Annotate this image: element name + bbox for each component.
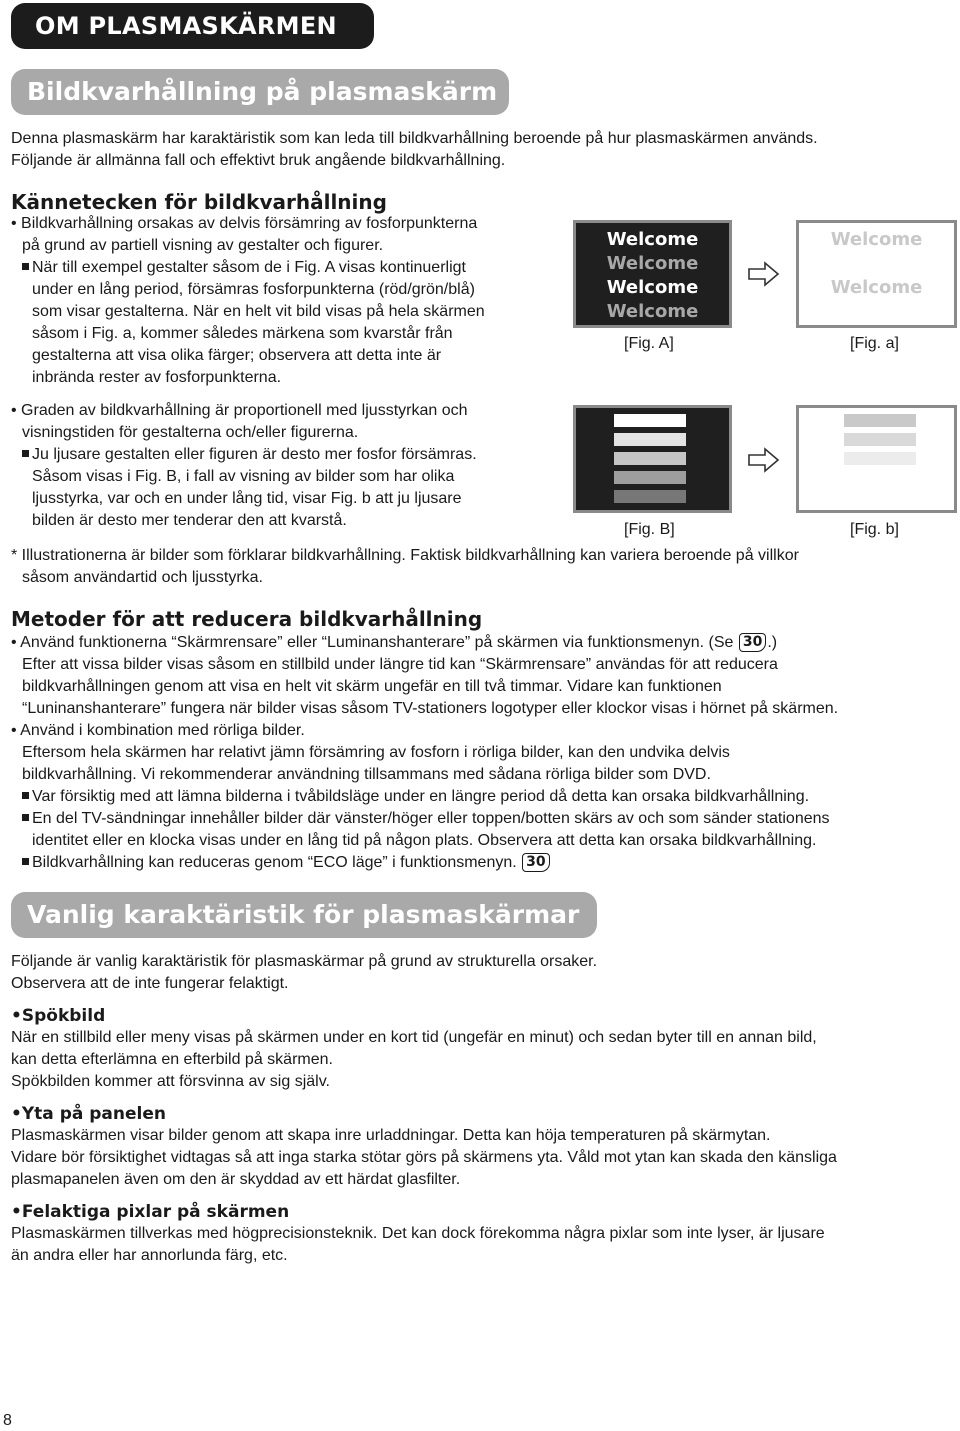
square-bullet-text: Bildkvarhållning kan reduceras genom “ECO läge” i funktionsmenyn. 30 (11, 852, 838, 874)
bullet-text: gestalterna att visa olika färger; observera att detta inte är (32, 347, 442, 364)
hollow-arrow-icon (747, 260, 781, 288)
bullet-text: Såsom visas i Fig. B, i fall av visning av bilder som har olika (32, 468, 455, 485)
section-title-characteristics: Vanlig karaktäristik för plasmaskärmar (11, 892, 597, 938)
figure-b-lower-caption: [Fig. b] (850, 521, 899, 538)
method-line: identitet eller en klocka visas under en lång tid på någon plats. Observera att detta kan orsaka bildkvarhållning. (32, 832, 817, 849)
bullet-text: visningstiden för gestalterna och/eller figurerna. (22, 424, 359, 441)
intro-line: Följande är allmänna fall och effektivt bruk angående bildkvarhållning. (11, 152, 506, 169)
figure-b-caption: [Fig. B] (624, 521, 675, 538)
intro-line: Observera att de inte fungerar felaktigt. (11, 975, 289, 992)
figure-a-lower-caption: [Fig. a] (850, 335, 899, 352)
page-reference-icon: 30 (739, 633, 766, 652)
brightness-bar (614, 414, 686, 427)
figure-a-lower-screen (796, 220, 957, 328)
bullet-text: ljusstyrka, var och en under lång tid, visar Fig. b att ju ljusare (32, 490, 462, 507)
item-heading: •Yta på panelen (11, 1104, 166, 1124)
method-line: bildkvarhållning. Vi rekommenderar användning tillsammans med sådana rörliga bilder som DVD. (22, 766, 711, 783)
defective-pixels-item (11, 1201, 825, 1267)
item-heading: •Spökbild (11, 1006, 106, 1026)
figure-a-caption: [Fig. A] (624, 335, 674, 352)
ghost-bar (844, 433, 916, 446)
method-line: Efter att vissa bilder visas såsom en stillbild under längre tid kan “Skärmrensare” användas för att reducera (22, 656, 778, 673)
item-line: När en stillbild eller meny visas på skärmen under en kort tid (ungefär en minut) och sedan byter till en annan bild, (11, 1029, 817, 1046)
item-line: kan detta efterlämna en efterbild på skärmen. (11, 1051, 333, 1068)
square-bullet-text: En del TV-sändningar innehåller bilder där vänster/höger eller toppen/botten skärs av och som sänder stationens (11, 808, 838, 830)
note-line: såsom användartid och ljusstyrka. (22, 569, 263, 586)
figure-b-screen (573, 405, 732, 513)
figure-a-screen (573, 220, 732, 328)
characteristics-text (11, 213, 485, 389)
note-line: * Illustrationerna är bilder som förklarar bildkvarhållning. Faktisk bildkvarhållning kan variera beroende på villkor (11, 547, 799, 564)
welcome-text: Welcome (606, 229, 699, 250)
method-line: “Luninanshanterare” fungera när bilder visas såsom TV-stationers logotyper eller klockor visas i hörnet på skärmen. (22, 700, 839, 717)
section1-intro (11, 128, 818, 172)
heading-characteristics: Kännetecken för bildkvarhållning (11, 190, 387, 214)
bullet-text: bilden är desto mer tenderar den att kvarstå. (32, 512, 347, 529)
page-reference-icon: 30 (522, 853, 549, 872)
bullet-text: • Graden av bildkvarhållning är proportionell med ljusstyrkan och (11, 402, 468, 419)
bullet-text: • Bildkvarhållning orsakas av delvis försämring av fosforpunkterna (11, 215, 478, 232)
brightness-bar (614, 433, 686, 446)
brightness-text (11, 400, 477, 532)
bullet-text: inbrända rester av fosforpunkterna. (32, 369, 282, 386)
section-title-image-retention: Bildkvarhållning på plasmaskärm (11, 69, 509, 115)
bullet-text: på grund av partiell visning av gestalter och figurer. (22, 237, 384, 254)
section2-intro (11, 951, 597, 995)
ghost-image-item (11, 1005, 817, 1093)
bullet-text: såsom i Fig. a, kommer således märkena som kvarstår från (32, 325, 453, 342)
welcome-text: Welcome (606, 277, 699, 298)
methods-text (11, 632, 838, 874)
square-bullet-icon (22, 858, 29, 865)
method-line: • Använd funktionerna “Skärmrensare” eller “Luminanshanterare” på skärmen via funktionsmenyn. (Se 30 .) (11, 634, 778, 651)
square-bullet-icon (22, 814, 29, 821)
item-line: än andra eller har annorlunda färg, etc. (11, 1247, 288, 1264)
method-line: • Använd i kombination med rörliga bilder. (11, 722, 305, 739)
intro-line: Följande är vanlig karaktäristik för plasmaskärmar på grund av strukturella orsaker. (11, 953, 598, 970)
method-line: bildkvarhållningen genom att visa en helt vit skärm ungefär en till två timmar. Vidare kan funktionen (22, 678, 722, 695)
square-bullet-icon (22, 263, 29, 270)
item-line: Plasmaskärmen tillverkas med högprecisionsteknik. Det kan dock förekomma några pixlar som inte lyser, är ljusare (11, 1225, 825, 1242)
item-line: plasmapanelen även om den är skyddad av ett härdat glasfilter. (11, 1171, 461, 1188)
welcome-ghost-text: Welcome (830, 229, 923, 250)
bullet-text: under en lång period, försämras fosforpunkterna (röd/grön/blå) (32, 281, 475, 298)
welcome-text: Welcome (606, 253, 699, 274)
square-bullet-text: Var försiktig med att lämna bilderna i tvåbildsläge under en längre period då detta kan orsaka bildkvarhållning. (11, 786, 838, 808)
bullet-text: som visar gestalterna. När en helt vit bild visas på hela skärmen (32, 303, 485, 320)
figure-b-lower-screen (796, 405, 957, 513)
ghost-bar (844, 452, 916, 465)
square-bullet-text: När till exempel gestalter såsom de i Fig. A visas kontinuerligt (11, 257, 485, 279)
square-bullet-icon (22, 450, 29, 457)
square-bullet-text: Ju ljusare gestalten eller figuren är desto mer fosfor försämras. (11, 444, 477, 466)
brightness-bar (614, 471, 686, 484)
method-line: Eftersom hela skärmen har relativt jämn försämring av fosforn i rörliga bilder, kan den undvika delvis (22, 744, 730, 761)
page-title: OM PLASMASKÄRMEN (11, 3, 374, 49)
brightness-bar (614, 452, 686, 465)
page-number: 8 (3, 1412, 12, 1429)
panel-surface-item (11, 1103, 837, 1191)
square-bullet-icon (22, 792, 29, 799)
item-line: Vidare bör försiktighet vidtagas så att inga starka stötar görs på skärmens yta. Våld mot ytan kan skada den känsliga (11, 1149, 837, 1166)
item-heading: •Felaktiga pixlar på skärmen (11, 1202, 290, 1222)
illustration-note (11, 545, 799, 589)
welcome-ghost-text: Welcome (830, 277, 923, 298)
intro-line: Denna plasmaskärm har karaktäristik som kan leda till bildkvarhållning beroende på hur plasmaskärmen används. (11, 130, 818, 147)
welcome-text: Welcome (606, 301, 699, 322)
ghost-bar (844, 414, 916, 427)
brightness-bar (614, 490, 686, 503)
hollow-arrow-icon (747, 446, 781, 474)
heading-methods: Metoder för att reducera bildkvarhållning (11, 607, 483, 631)
item-line: Plasmaskärmen visar bilder genom att skapa inre urladdningar. Detta kan höja temperaturen på skärmytan. (11, 1127, 771, 1144)
item-line: Spökbilden kommer att försvinna av sig själv. (11, 1073, 330, 1090)
